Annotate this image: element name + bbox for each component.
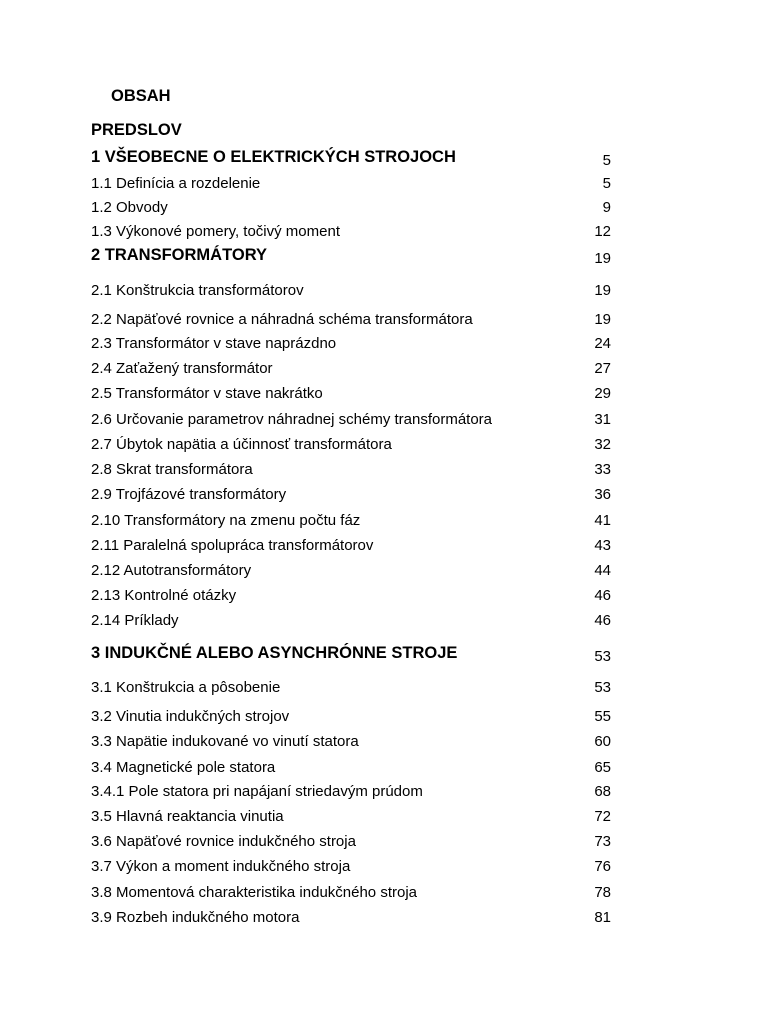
toc-section-row bbox=[0, 484, 768, 504]
toc-entry-title: 3.4.1 Pole statora pri napájaní striedavým prúdom bbox=[91, 783, 423, 800]
toc-section-row bbox=[0, 731, 768, 751]
toc-entry-page-number: 46 bbox=[594, 612, 611, 629]
toc-entry-title: 2.11 Paralelná spolupráca transformátorov bbox=[91, 537, 374, 554]
toc-entry-title: 3.6 Napäťové rovnice indukčného stroja bbox=[91, 833, 356, 850]
toc-entry-page-number: 44 bbox=[594, 562, 611, 579]
toc-section-row bbox=[0, 677, 768, 697]
toc-entry-page-number: 27 bbox=[594, 360, 611, 377]
toc-entry-page-number: 60 bbox=[594, 733, 611, 750]
toc-section-row bbox=[0, 173, 768, 193]
toc-entry-title: 2.8 Skrat transformátora bbox=[91, 461, 253, 478]
toc-entry-page-number: 68 bbox=[594, 783, 611, 800]
toc-entry-page-number: 55 bbox=[594, 708, 611, 725]
toc-entry-title: 2.2 Napäťové rovnice a náhradná schéma transformátora bbox=[91, 311, 473, 328]
toc-entry-page-number: 43 bbox=[594, 537, 611, 554]
toc-entry-page-number: 78 bbox=[594, 884, 611, 901]
toc-entry-title: 3.9 Rozbeh indukčného motora bbox=[91, 909, 300, 926]
toc-entry-title: 3.4 Magnetické pole statora bbox=[91, 759, 276, 776]
toc-entry-title: 1.1 Definícia a rozdelenie bbox=[91, 175, 261, 192]
toc-entry-title: 2.13 Kontrolné otázky bbox=[91, 587, 237, 604]
toc-entry-title: 2.14 Príklady bbox=[91, 612, 179, 629]
toc-entry-page-number: 29 bbox=[594, 385, 611, 402]
toc-entry-page-number: 12 bbox=[594, 223, 611, 240]
toc-section-row bbox=[0, 459, 768, 479]
toc-section-row bbox=[0, 358, 768, 378]
toc-entry-page-number: 31 bbox=[594, 411, 611, 428]
toc-entry-title: 1.2 Obvody bbox=[91, 199, 168, 216]
toc-section-row bbox=[0, 383, 768, 403]
toc-entry-page-number: 65 bbox=[594, 759, 611, 776]
toc-entry-title: 2.4 Zaťažený transformátor bbox=[91, 360, 273, 377]
toc-entry-title: 3.8 Momentová charakteristika indukčného stroja bbox=[91, 884, 418, 901]
toc-entry-title: 1 VŠEOBECNE O ELEKTRICKÝCH STROJOCH bbox=[91, 148, 456, 166]
toc-entry-page-number: 19 bbox=[594, 311, 611, 328]
toc-section-row bbox=[0, 309, 768, 329]
toc-chapter-row bbox=[0, 644, 768, 664]
toc-section-row bbox=[0, 280, 768, 300]
toc-section-row bbox=[0, 510, 768, 530]
toc-entry-title: 3.1 Konštrukcia a pôsobenie bbox=[91, 679, 281, 696]
toc-entry-page-number: 33 bbox=[594, 461, 611, 478]
toc-entry-title: 3.7 Výkon a moment indukčného stroja bbox=[91, 858, 351, 875]
toc-section-row bbox=[0, 221, 768, 241]
toc-entry-page-number: 41 bbox=[594, 512, 611, 529]
toc-entry-page-number: 9 bbox=[602, 199, 611, 216]
toc-section-row bbox=[0, 434, 768, 454]
toc-section-row bbox=[0, 409, 768, 429]
toc-entry-title: 3.2 Vinutia indukčných strojov bbox=[91, 708, 290, 725]
toc-chapter-row bbox=[0, 246, 768, 266]
toc-entry-page-number: 5 bbox=[602, 152, 611, 169]
toc-section-row bbox=[0, 706, 768, 726]
toc-entry-page-number: 81 bbox=[594, 909, 611, 926]
toc-section-row bbox=[0, 197, 768, 217]
toc-entry-page-number: 76 bbox=[594, 858, 611, 875]
toc-section-row bbox=[0, 856, 768, 876]
toc-entry-page-number: 19 bbox=[594, 282, 611, 299]
toc-entry-page-number: 24 bbox=[594, 335, 611, 352]
toc-section-row bbox=[0, 333, 768, 353]
preface-heading: PREDSLOV bbox=[91, 121, 182, 139]
toc-section-row bbox=[0, 882, 768, 902]
toc-chapter-row bbox=[0, 148, 768, 168]
toc-section-row bbox=[0, 831, 768, 851]
toc-entry-title: 2.10 Transformátory na zmenu počtu fáz bbox=[91, 512, 361, 529]
toc-entry-title: 2.9 Trojfázové transformátory bbox=[91, 486, 287, 503]
toc-entry-page-number: 53 bbox=[594, 679, 611, 696]
toc-entry-page-number: 5 bbox=[602, 175, 611, 192]
toc-section-row bbox=[0, 781, 768, 801]
toc-section-row bbox=[0, 535, 768, 555]
toc-entry-title: 2.3 Transformátor v stave naprázdno bbox=[91, 335, 337, 352]
toc-entry-page-number: 32 bbox=[594, 436, 611, 453]
toc-entry-page-number: 19 bbox=[594, 250, 611, 267]
toc-entry-page-number: 53 bbox=[594, 648, 611, 665]
toc-section-row bbox=[0, 907, 768, 927]
toc-section-row bbox=[0, 560, 768, 580]
toc-entry-title: 2.7 Úbytok napätia a účinnosť transformátora bbox=[91, 436, 392, 453]
toc-entry-page-number: 73 bbox=[594, 833, 611, 850]
toc-heading: OBSAH bbox=[111, 87, 171, 105]
toc-entry-title: 2.6 Určovanie parametrov náhradnej schémy transformátora bbox=[91, 411, 493, 428]
toc-entry-title: 2 TRANSFORMÁTORY bbox=[91, 246, 268, 264]
toc-entry-title: 3 INDUKČNÉ ALEBO ASYNCHRÓNNE STROJE bbox=[91, 644, 458, 662]
toc-entry-title: 2.5 Transformátor v stave nakrátko bbox=[91, 385, 323, 402]
toc-entry-title: 1.3 Výkonové pomery, točivý moment bbox=[91, 223, 340, 240]
toc-entry-page-number: 72 bbox=[594, 808, 611, 825]
toc-entry-title: 2.1 Konštrukcia transformátorov bbox=[91, 282, 304, 299]
toc-section-row bbox=[0, 757, 768, 777]
toc-entry-page-number: 36 bbox=[594, 486, 611, 503]
toc-section-row bbox=[0, 610, 768, 630]
toc-entry-title: 3.5 Hlavná reaktancia vinutia bbox=[91, 808, 284, 825]
toc-entry-page-number: 46 bbox=[594, 587, 611, 604]
toc-section-row bbox=[0, 806, 768, 826]
toc-section-row bbox=[0, 585, 768, 605]
toc-entry-title: 3.3 Napätie indukované vo vinutí statora bbox=[91, 733, 359, 750]
toc-entry-title: 2.12 Autotransformátory bbox=[91, 562, 252, 579]
